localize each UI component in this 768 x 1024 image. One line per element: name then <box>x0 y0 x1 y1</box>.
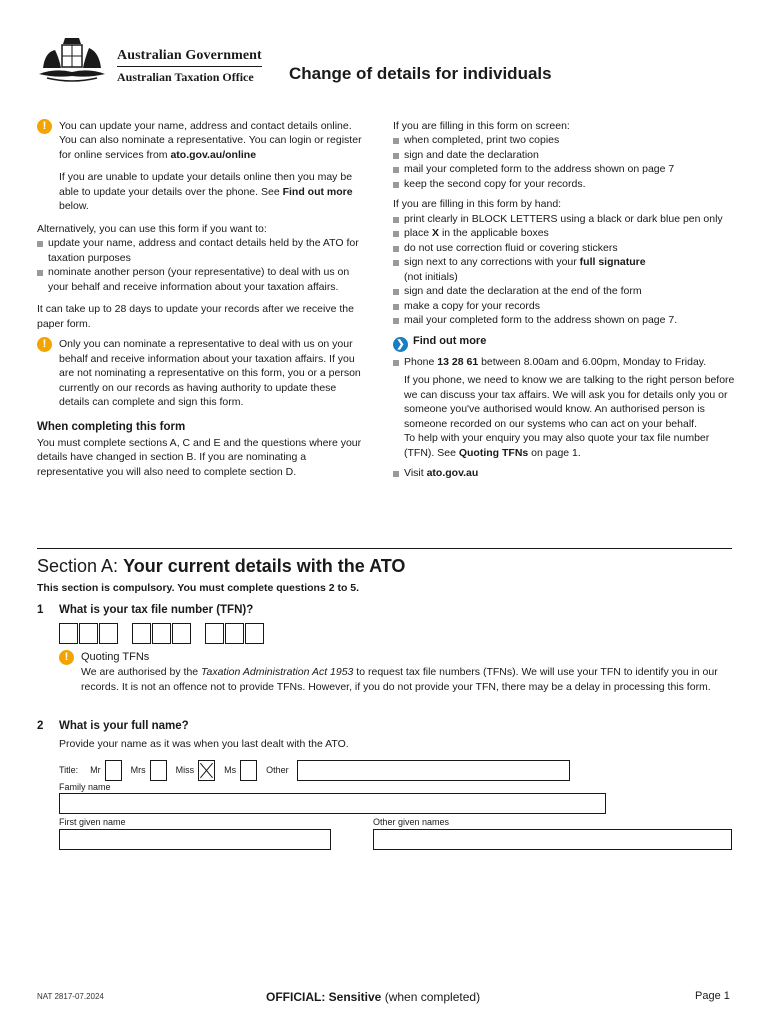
screen-list <box>393 133 738 191</box>
question-text: What is your full name? <box>59 720 189 732</box>
list-item: mail your completed form to the address shown on page 7 <box>393 162 738 176</box>
quoting-tfns-callout <box>59 650 739 694</box>
coat-of-arms-icon <box>35 34 109 86</box>
full-signature-text: full signature <box>579 256 646 269</box>
list-item <box>393 355 738 460</box>
title-selector <box>59 759 570 781</box>
tfn-digit-box[interactable] <box>79 623 98 644</box>
online-callout-text <box>59 119 367 162</box>
find-out-more-link[interactable]: Find out more <box>282 185 353 198</box>
question-number: 1 <box>37 604 44 616</box>
x-mark-text: X <box>432 227 440 240</box>
title-ms-checkbox[interactable] <box>240 760 257 781</box>
callout-text: You can update your name, address and contact details online. You can also nominate a representative. You can login or register for online services from <box>59 120 362 161</box>
gov-name: Australian Government <box>117 48 262 63</box>
section-prefix: Section A: <box>37 556 124 576</box>
first-given-name-label: First given name <box>59 817 126 827</box>
phone-number[interactable]: 13 28 61 <box>437 355 479 368</box>
representative-callout <box>37 337 367 409</box>
tfn-input-group-1 <box>59 623 119 644</box>
section-divider <box>37 548 732 549</box>
exclamation-circle-icon: ! <box>37 337 52 352</box>
list-item: sign and date the declaration <box>393 148 738 162</box>
title-miss-checkbox[interactable] <box>198 760 215 781</box>
title-option-label: Miss <box>175 764 195 775</box>
ato-website-link[interactable]: ato.gov.au <box>426 467 479 480</box>
completing-heading: When completing this form <box>37 420 186 433</box>
callout-text: below. <box>59 200 89 213</box>
quoting-tfns-link[interactable]: Quoting TFNs <box>458 446 529 459</box>
other-given-names-field[interactable] <box>373 829 732 850</box>
list-text: To help with your enquiry you may also quote your tax file number (TFN). See <box>404 432 710 459</box>
act-name: Taxation Administration Act 1953 <box>201 666 354 679</box>
list-item: sign and date the declaration at the end of the form <box>393 284 738 298</box>
title-mr-checkbox[interactable] <box>105 760 122 781</box>
list-item <box>393 255 738 284</box>
section-note: This section is compulsory. You must complete questions 2 to 5. <box>37 582 360 594</box>
list-item: when completed, print two copies <box>393 133 738 147</box>
chevron-right-circle-icon: ❯ <box>393 337 408 352</box>
exclamation-circle-icon: ! <box>37 119 52 134</box>
logo-divider <box>117 66 262 67</box>
question-text: What is your tax file number (TFN)? <box>59 604 254 616</box>
tfn-digit-box[interactable] <box>132 623 151 644</box>
list-text: (not initials) <box>404 270 458 283</box>
callout-text: to request tax file numbers (TFNs). We will use your TFN to identify you in our records. It is not an offence not to provide TFNs. However, if you do not provide your TFN, there may be a delay in processing this form. <box>81 666 718 693</box>
title-label: Title: <box>59 764 79 775</box>
list-text: Visit <box>404 467 427 480</box>
quoting-tfns-text <box>59 665 739 694</box>
phone-callout-text <box>59 170 367 213</box>
classification-label: OFFICIAL: Sensitive <box>266 990 382 1004</box>
callout-title: Quoting TFNs <box>81 651 150 663</box>
title-mrs-checkbox[interactable] <box>150 760 167 781</box>
title-option-label: Mrs <box>130 764 146 775</box>
list-item: keep the second copy for your records. <box>393 177 738 191</box>
intro-left-column <box>37 119 367 479</box>
phone-details: If you phone, we need to know we are talking to the right person before we can discuss your tax affairs. We will ask you for details only you or someone you've authorised would know. An authorised person is someone recorded on our systems who can act on your behalf. <box>404 374 735 430</box>
list-text: place <box>404 227 433 240</box>
question-2 <box>37 719 189 735</box>
tfn-digit-box[interactable] <box>225 623 244 644</box>
callout-text: We are authorised by the <box>81 666 202 679</box>
family-name-label: Family name <box>59 782 111 792</box>
find-out-more-label: Find out more <box>413 334 487 347</box>
title-option-label: Mr <box>90 764 101 775</box>
tfn-input-group-3 <box>205 623 265 644</box>
list-item <box>393 466 738 480</box>
list-item: do not use correction fluid or covering stickers <box>393 241 738 255</box>
intro-right-column <box>393 119 738 481</box>
family-name-field[interactable] <box>59 793 606 814</box>
classification-suffix: (when completed) <box>381 990 481 1004</box>
list-item: update your name, address and contact details held by the ATO for taxation purposes <box>37 236 367 265</box>
form-title: Change of details for individuals <box>289 64 552 83</box>
list-item: make a copy for your records <box>393 299 738 313</box>
title-other-label: Other <box>266 764 289 775</box>
list-item: mail your completed form to the address shown on page 7. <box>393 313 738 327</box>
question-number: 2 <box>37 720 44 732</box>
quoting-tfns-title <box>59 650 739 665</box>
alt-intro: Alternatively, you can use this form if you want to: <box>37 222 267 235</box>
tfn-digit-box[interactable] <box>245 623 264 644</box>
first-given-name-field[interactable] <box>59 829 331 850</box>
phone-tfn-note <box>404 431 738 460</box>
screen-intro: If you are filling in this form on screen: <box>393 120 570 132</box>
hand-list <box>393 212 738 328</box>
classification-marking <box>266 989 480 1006</box>
tfn-digit-box[interactable] <box>152 623 171 644</box>
list-text: between 8.00am and 6.00pm, Monday to Friday. <box>478 355 707 368</box>
days-note: It can take up to 28 days to update your records after we receive the paper form. <box>37 303 354 330</box>
other-given-names-label: Other given names <box>373 817 450 827</box>
contact-list <box>393 355 738 481</box>
tfn-digit-box[interactable] <box>172 623 191 644</box>
tfn-digit-box[interactable] <box>59 623 78 644</box>
list-item: nominate another person (your representative) to deal with us on your behalf and receive information about your taxation affairs. <box>37 265 367 294</box>
list-item <box>393 226 738 240</box>
list-text: in the applicable boxes <box>439 227 549 240</box>
completing-text: You must complete sections A, C and E and the questions where your details have changed in section B. If you are nominating a representative you will also need to complete section D. <box>37 436 362 478</box>
hand-intro: If you are filling in this form by hand: <box>393 198 562 211</box>
list-text: sign next to any corrections with your <box>404 256 580 269</box>
list-text: on page 1. <box>528 446 581 459</box>
representative-callout-text: Only you can nominate a representative to deal with us on your behalf and receive information about your taxation affairs. If you are not nominating a representative on this form, you or a person currently on our records as having authority to update these details can complete and sign this form. <box>59 338 361 409</box>
exclamation-circle-icon: ! <box>59 650 74 665</box>
tfn-digit-box[interactable] <box>205 623 224 644</box>
form-code: NAT 2817-07.2024 <box>37 992 104 1001</box>
title-option-label: Ms <box>224 764 237 775</box>
page-number: Page 1 <box>695 990 730 1002</box>
alt-list <box>37 236 367 294</box>
list-text: Phone <box>404 355 438 368</box>
section-a-title <box>37 554 405 579</box>
title-other-field[interactable] <box>297 760 570 781</box>
tfn-input-group-2 <box>132 623 192 644</box>
ato-online-link[interactable]: ato.gov.au/online <box>170 148 257 161</box>
section-heading: Your current details with the ATO <box>123 556 406 576</box>
agency-name: Australian Taxation Office <box>117 70 254 84</box>
ato-logo <box>35 34 265 86</box>
find-out-more-heading <box>393 334 738 352</box>
online-callout <box>37 119 367 214</box>
question-2-instruction: Provide your name as it was when you last dealt with the ATO. <box>59 738 349 750</box>
tfn-digit-box[interactable] <box>99 623 118 644</box>
callout-text: If you are unable to update your details online then you may be able to update your details over the phone. See <box>59 171 353 198</box>
list-item: print clearly in BLOCK LETTERS using a black or dark blue pen only <box>393 212 738 226</box>
question-1 <box>37 603 254 619</box>
